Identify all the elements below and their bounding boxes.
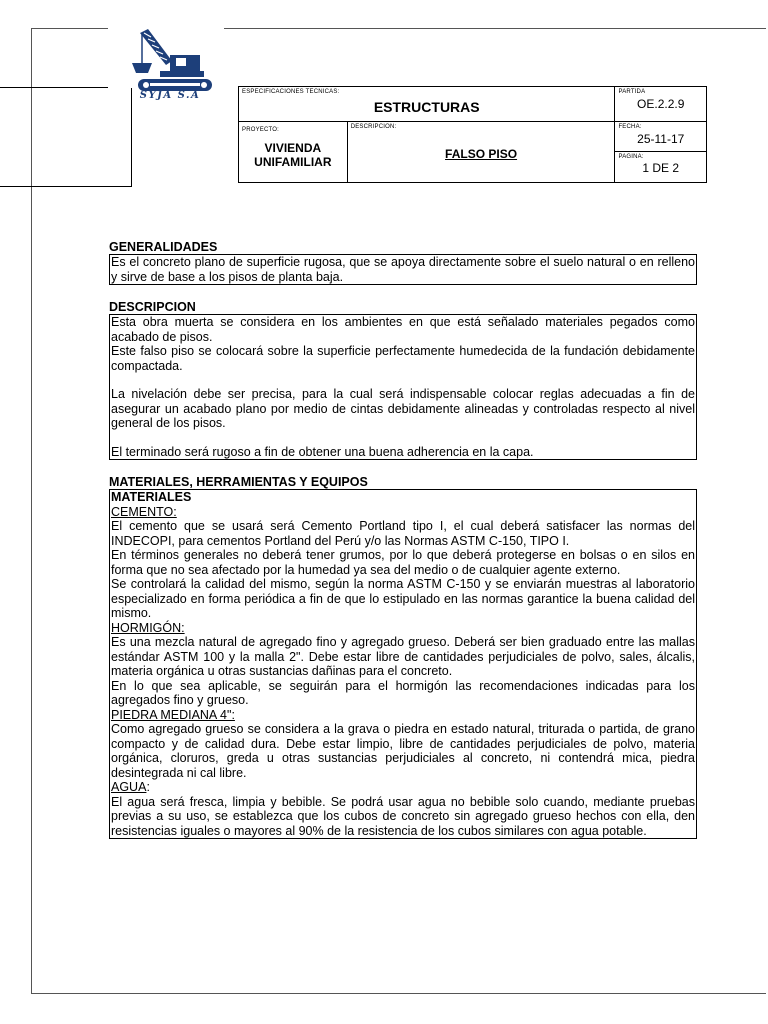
pagina-label: PAGINA:	[618, 154, 644, 160]
hormigon-paragraph: En lo que sea aplicable, se seguirán para el hormigón las recomendaciones indicadas para los agregados fino y grueso.	[111, 678, 695, 707]
agua-title: AGUA	[111, 780, 147, 794]
cemento-paragraph: El cemento que se usará será Cemento Portland tipo I, el cual deberá satisfacer las normas del INDECOPI, para cementos Portland del Perú y/o las Normas ASTM C-150, TIPO I.	[111, 519, 695, 548]
materiales-box	[109, 489, 697, 839]
hormigon-title: HORMIGÓN:	[111, 620, 185, 635]
especificaciones-value: ESTRUCTURAS	[373, 99, 480, 115]
descripcion-label: DESCRIPCION:	[350, 124, 397, 130]
proyecto-value-line1: VIVIENDA	[264, 141, 322, 155]
piedra-paragraph: Como agregado grueso se considera a la grava o piedra en estado natural, triturada o partida, de grano compacto y de calidad dura. Debe estar limpio, libre de cantidades perjudiciales de polvo, materia orgánica, cloruros, greda u otras sustancias perjudiciales al concreto, ni contendrá mica, piedra desintegrada ni cal libre.	[111, 722, 695, 780]
agua-paragraph: El agua será fresca, limpia y bebible. Se podrá usar agua no bebible solo cuando, mediante pruebas previas a su uso, se establezca que los cubos de concreto sin agregado grueso hechos con ella, den resistencias iguales o mayores al 90% de la resistencia de los cubos similares con agua potable.	[111, 794, 695, 838]
pagina-cell	[615, 152, 707, 183]
crop-mark	[0, 186, 132, 187]
fecha-cell	[615, 122, 707, 152]
especificaciones-cell	[239, 87, 615, 122]
agua-colon: :	[146, 780, 150, 794]
descripcion-paragraph: La nivelación debe ser precisa, para la cual será indispensable colocar reglas adecuadas a fin de asegurar un acabado plano por medio de cintas debidamente alineadas y controladas respecto al nivel general de los pisos.	[111, 387, 695, 430]
cemento-paragraph: En términos generales no deberá tener grumos, por lo que deberá protegerse en bolsas o en silos en forma que no sea afectado por la humedad ya sea del medio o de cualquier agente externo.	[111, 548, 695, 577]
partida-label: PARTIDA	[618, 89, 646, 95]
fecha-value: 25-11-17	[637, 132, 685, 146]
generalidades-title: GENERALIDADES	[109, 240, 218, 254]
proyecto-label: PROYECTO:	[242, 127, 280, 133]
descripcion-title: DESCRIPCION	[109, 300, 196, 314]
company-name: SYJA S.A	[139, 90, 201, 101]
proyecto-cell	[239, 122, 348, 183]
pagina-value: 1 DE 2	[642, 161, 680, 175]
document-body	[109, 240, 697, 839]
cemento-paragraph: Se controlará la calidad del mismo, según la norma ASTM C-150 y se enviarán muestras al laboratorio especializado en forma periódica a fin de que lo estipulado en las normas garantice la buena calidad del mismo.	[111, 577, 695, 620]
header-table	[238, 86, 707, 183]
fecha-label: FECHA:	[618, 124, 642, 130]
piedra-title: PIEDRA MEDIANA 4":	[111, 707, 235, 722]
descripcion-paragraph: El terminado será rugoso a fin de obtener una buena adherencia en la capa.	[111, 444, 534, 459]
especificaciones-label: ESPECIFICACIONES TECNICAS:	[242, 89, 340, 95]
materiales-title: MATERIALES, HERRAMIENTAS Y EQUIPOS	[109, 475, 368, 489]
materiales-subtitle: MATERIALES	[111, 490, 192, 504]
partida-cell	[615, 87, 707, 122]
proyecto-value-line2: UNIFAMILIAR	[254, 155, 332, 169]
descripcion-cell	[347, 122, 615, 183]
descripcion-box	[109, 314, 697, 460]
hormigon-paragraph: Es una mezcla natural de agregado fino y agregado grueso. Deberá ser bien graduado entre las mallas estándar ASTM 100 y la malla 2". Debe estar libre de cantidades perjudiciales de polvo, sales, álcalis, materia orgánica u otras sustancias dañinas para el concreto.	[111, 635, 695, 678]
descripcion-value: FALSO PISO	[445, 147, 518, 161]
generalidades-text: Es el concreto plano de superficie rugosa, que se apoya directamente sobre el suelo natural o en relleno y sirve de base a los pisos de planta baja.	[111, 255, 695, 284]
descripcion-paragraph: Esta obra muerta se considera en los ambientes en que está señalado materiales pegados como acabado de pisos.	[111, 315, 695, 344]
descripcion-paragraph: Este falso piso se colocará sobre la superficie perfectamente humedecida de la fundación debidamente compactada.	[111, 344, 695, 373]
cemento-title: CEMENTO:	[111, 504, 177, 519]
partida-value: OE.2.2.9	[637, 97, 685, 111]
generalidades-box	[109, 254, 697, 285]
